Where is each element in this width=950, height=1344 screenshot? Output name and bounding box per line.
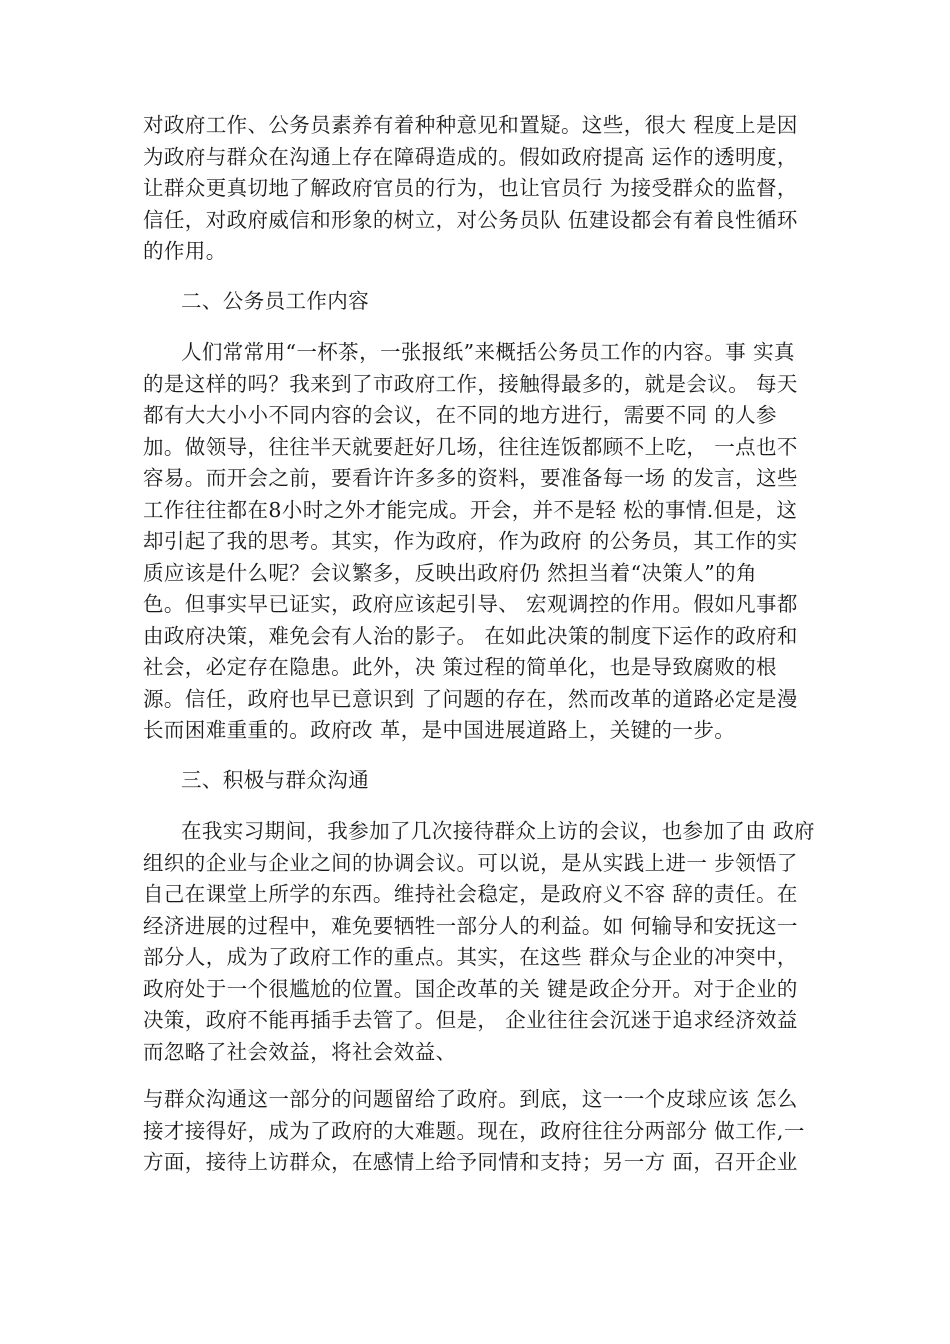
- section-heading-3: 三、积极与群众沟通: [181, 767, 370, 792]
- spacer: [143, 1068, 833, 1084]
- text-line: 由政府决策，难免会有人治的影子。 在如此决策的制度下运作的政府和: [143, 623, 798, 648]
- paragraph-2: [143, 337, 833, 747]
- text-line: 的作用。: [143, 239, 227, 263]
- text-line: 工作往往都在8小时之外才能完成。开会，并不是轻 松的事情.但是，这: [143, 497, 798, 522]
- text-line: 却引起了我的思考。其实，作为政府，作为政府 的公务员，其工作的实: [143, 529, 798, 553]
- spacer: [143, 317, 833, 337]
- text-line: 社会，必定存在隐患。此外，决 策过程的简单化，也是导致腐败的根: [143, 655, 777, 679]
- paragraph-1: [143, 110, 833, 268]
- text-line: 长而困难重重的。政府改 革，是中国进展道路上，关键的一步。: [143, 718, 736, 742]
- text-line: 在我实习期间，我参加了几次接待群众上访的会议，也参加了由 政府: [181, 819, 815, 843]
- text-line: 容易。而开会之前，要看许许多多的资料，要准备每一场 的发言，这些: [143, 466, 798, 490]
- text-line: 组织的企业与企业之间的协调会议。可以说，是从实践上进一 步领悟了: [143, 850, 798, 875]
- text-line: 色。但事实早已证实，政府应该起引导、 宏观调控的作用。假如凡事都: [143, 592, 798, 616]
- text-line: 而忽略了社会效益，将社会效益、: [143, 1039, 457, 1064]
- text-line: 接才接得好，成为了政府的大难题。现在，政府往往分两部分 做工作,一: [143, 1118, 805, 1143]
- text-line: 的是这样的吗？我来到了市政府工作，接触得最多的，就是会议。 每天: [143, 371, 798, 396]
- text-line: 部分人，成为了政府工作的重点。其实，在这些 群众与企业的冲突中，: [143, 945, 798, 969]
- text-line: 都有大大小小不同内容的会议，在不同的地方进行，需要不同 的人参: [143, 403, 777, 427]
- text-line: 为政府与群众在沟通上存在障碍造成的。假如政府提高 运作的透明度，: [143, 144, 798, 169]
- text-line: 自己在课堂上所学的东西。维持社会稳定，是政府义不容 辞的责任。在: [143, 882, 798, 906]
- paragraph-4: [143, 1084, 833, 1179]
- text-line: 方面，接待上访群众，在感情上给予同情和支持；另一方 面，召开企业: [143, 1150, 798, 1174]
- document-page: [143, 110, 833, 1179]
- text-line: 信任，对政府威信和形象的树立，对公务员队 伍建设都会有着良性循环: [143, 207, 798, 232]
- text-line: 让群众更真切地了解政府官员的行为，也让官员行 为接受群众的监督，: [143, 176, 798, 200]
- text-line: 与群众沟通这一部分的问题留给了政府。到底，这一一个皮球应该 怎么: [143, 1087, 798, 1111]
- spacer: [143, 747, 833, 765]
- text-line: 源。信任，政府也早已意识到 了问题的存在，然而改革的道路必定是漫: [143, 686, 798, 711]
- spacer: [143, 796, 833, 816]
- spacer: [143, 268, 833, 286]
- text-line: 政府处于一个很尴尬的位置。国企改革的关 键是政企分开。对于企业的: [143, 976, 798, 1001]
- text-line: 决策，政府不能再插手去管了。但是， 企业往往会沉迷于追求经济效益: [143, 1008, 798, 1032]
- text-line: 加。做领导，往往半天就要赶好几场，往往连饭都顾不上吃， 一点也不: [143, 434, 798, 459]
- text-line: 人们常常用“一杯茶，一张报纸”来概括公务员工作的内容。事 实真: [181, 340, 795, 364]
- text-line: 对政府工作、公务员素养有着种种意见和置疑。这些，很大 程度上是因: [143, 113, 798, 137]
- paragraph-3: [143, 816, 833, 1068]
- text-line: 经济进展的过程中，难免要牺牲一部分人的利益。如 何输导和安抚这一: [143, 913, 798, 938]
- text-line: 质应该是什么呢？会议繁多，反映出政府仍 然担当着“决策人”的角: [143, 560, 757, 585]
- section-heading-2: 二、公务员工作内容: [181, 288, 370, 313]
